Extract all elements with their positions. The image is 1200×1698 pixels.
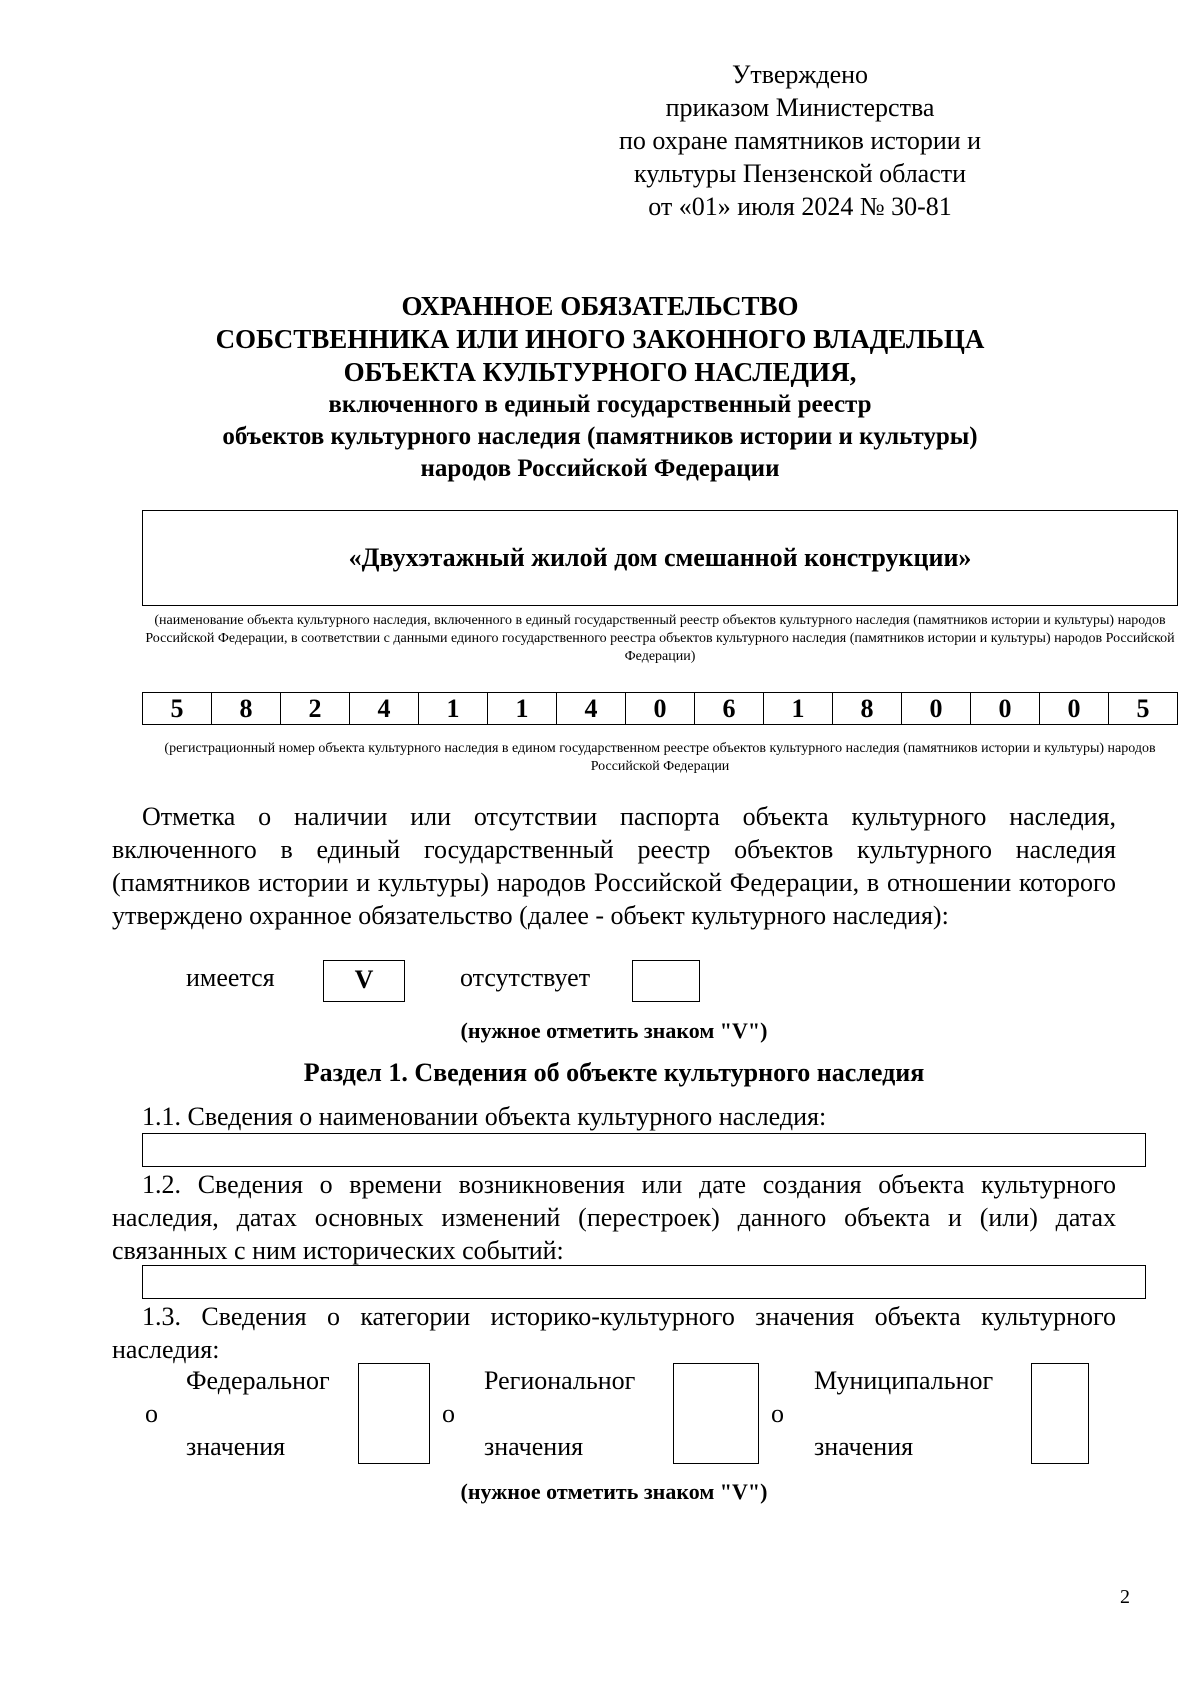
- object-name-caption: (наименование объекта культурного наследия, включенного в единый государственный реестр объектов культурного наследия (памятников истории и культуры) народов Российской Федерации, в соответствии с данными единого государственного реестра объектов культурного наследия (памятников истории и культуры) народов Российской Федерации): [145, 613, 1175, 664]
- item-1-2: [112, 1168, 1116, 1267]
- category-federal-line2: о: [145, 1399, 158, 1428]
- title-line: ОХРАННОЕ ОБЯЗАТЕЛЬСТВО: [401, 291, 799, 321]
- registration-digit[interactable]: 1: [419, 693, 488, 725]
- registration-digit[interactable]: 8: [833, 693, 902, 725]
- item-1-1-input[interactable]: [142, 1133, 1146, 1167]
- item-1-2-input[interactable]: [142, 1265, 1146, 1299]
- title-line: объектов культурного наследия (памятников истории и культуры): [222, 423, 978, 450]
- registration-digit[interactable]: 0: [902, 693, 971, 725]
- object-name-value: «Двухэтажный жилой дом смешанной конструкции»: [348, 543, 972, 572]
- approval-line: Утверждено: [731, 60, 869, 89]
- absent-label: отсутствует: [460, 963, 591, 992]
- category-regional-line3: значения: [484, 1432, 584, 1461]
- item-1-1-label: 1.1. Сведения о наименовании объекта культурного наследия:: [142, 1102, 827, 1131]
- approval-line: от «01» июля 2024 № 30-81: [648, 192, 952, 221]
- title-line: народов Российской Федерации: [420, 455, 780, 482]
- passport-text: Отметка о наличии или отсутствии паспорта объекта культурного наследия, включенного в единый государственный реестр объектов культурного наследия (памятников истории и культуры) народов Российской Федерации, в отношении которого утверждено охранное обязательство (далее - объект культурного наследия):: [112, 802, 1116, 930]
- registration-digit[interactable]: 1: [488, 693, 557, 725]
- registration-digit[interactable]: 5: [143, 693, 212, 725]
- category-municipal-checkbox[interactable]: [1031, 1363, 1089, 1464]
- item-1-3-label: 1.3. Сведения о категории историко-культурного значения объекта культурного наследия:: [112, 1302, 1116, 1364]
- approval-line: культуры Пензенской области: [633, 159, 967, 188]
- passport-note: (нужное отметить знаком "V"): [460, 1018, 768, 1043]
- registration-digit[interactable]: 4: [557, 693, 626, 725]
- category-federal-line1: Федеральног: [186, 1366, 330, 1395]
- document-title: [120, 290, 1080, 485]
- section-heading: Раздел 1. Сведения об объекте культурного наследия: [303, 1058, 925, 1087]
- registration-digit[interactable]: 0: [626, 693, 695, 725]
- present-checkbox[interactable]: V: [323, 960, 405, 1002]
- item-1-1: [112, 1100, 1116, 1133]
- registration-digit[interactable]: 4: [350, 693, 419, 725]
- registration-caption: (регистрационный номер объекта культурного наследия в едином государственном реестре объектов культурного наследия (памятников истории и культуры) народов Российской Федерации: [164, 741, 1156, 774]
- object-name-field[interactable]: [142, 510, 1178, 606]
- registration-digit[interactable]: 5: [1109, 693, 1178, 725]
- category-municipal-line1: Муниципальног: [814, 1366, 994, 1395]
- category-note: (нужное отметить знаком "V"): [460, 1479, 768, 1504]
- approval-line: по охране памятников истории и: [618, 126, 982, 155]
- category-federal-line3: значения: [186, 1432, 286, 1461]
- title-line: СОБСТВЕННИКА ИЛИ ИНОГО ЗАКОННОГО ВЛАДЕЛЬЦА: [215, 324, 985, 354]
- approval-line: приказом Министерства: [665, 93, 935, 122]
- registration-digit[interactable]: 0: [971, 693, 1040, 725]
- category-regional-line2: о: [442, 1399, 455, 1428]
- category-federal-checkbox[interactable]: [358, 1363, 430, 1464]
- registration-digit[interactable]: 8: [212, 693, 281, 725]
- present-label: имеется: [186, 963, 275, 992]
- absent-checkbox[interactable]: [632, 960, 700, 1002]
- registration-number-table: [142, 692, 1178, 725]
- category-municipal-line2: о: [771, 1399, 784, 1428]
- title-line: ОБЪЕКТА КУЛЬТУРНОГО НАСЛЕДИЯ,: [343, 357, 857, 387]
- page-number: 2: [1120, 1586, 1130, 1608]
- title-line: включенного в единый государственный реестр: [328, 391, 872, 418]
- item-1-2-label: 1.2. Сведения о времени возникновения или дате создания объекта культурного наследия, датах основных изменений (перестроек) данного объекта и (или) датах связанных с ним исторических событий:: [112, 1170, 1116, 1265]
- category-regional-line1: Региональног: [484, 1366, 636, 1395]
- item-1-3: [112, 1300, 1116, 1366]
- registration-digit[interactable]: 2: [281, 693, 350, 725]
- category-regional-checkbox[interactable]: [673, 1363, 759, 1464]
- registration-digit[interactable]: 1: [764, 693, 833, 725]
- category-municipal-line3: значения: [814, 1432, 914, 1461]
- approval-block: [600, 58, 1000, 223]
- registration-digit[interactable]: 6: [695, 693, 764, 725]
- passport-paragraph: [112, 800, 1116, 932]
- registration-digit[interactable]: 0: [1040, 693, 1109, 725]
